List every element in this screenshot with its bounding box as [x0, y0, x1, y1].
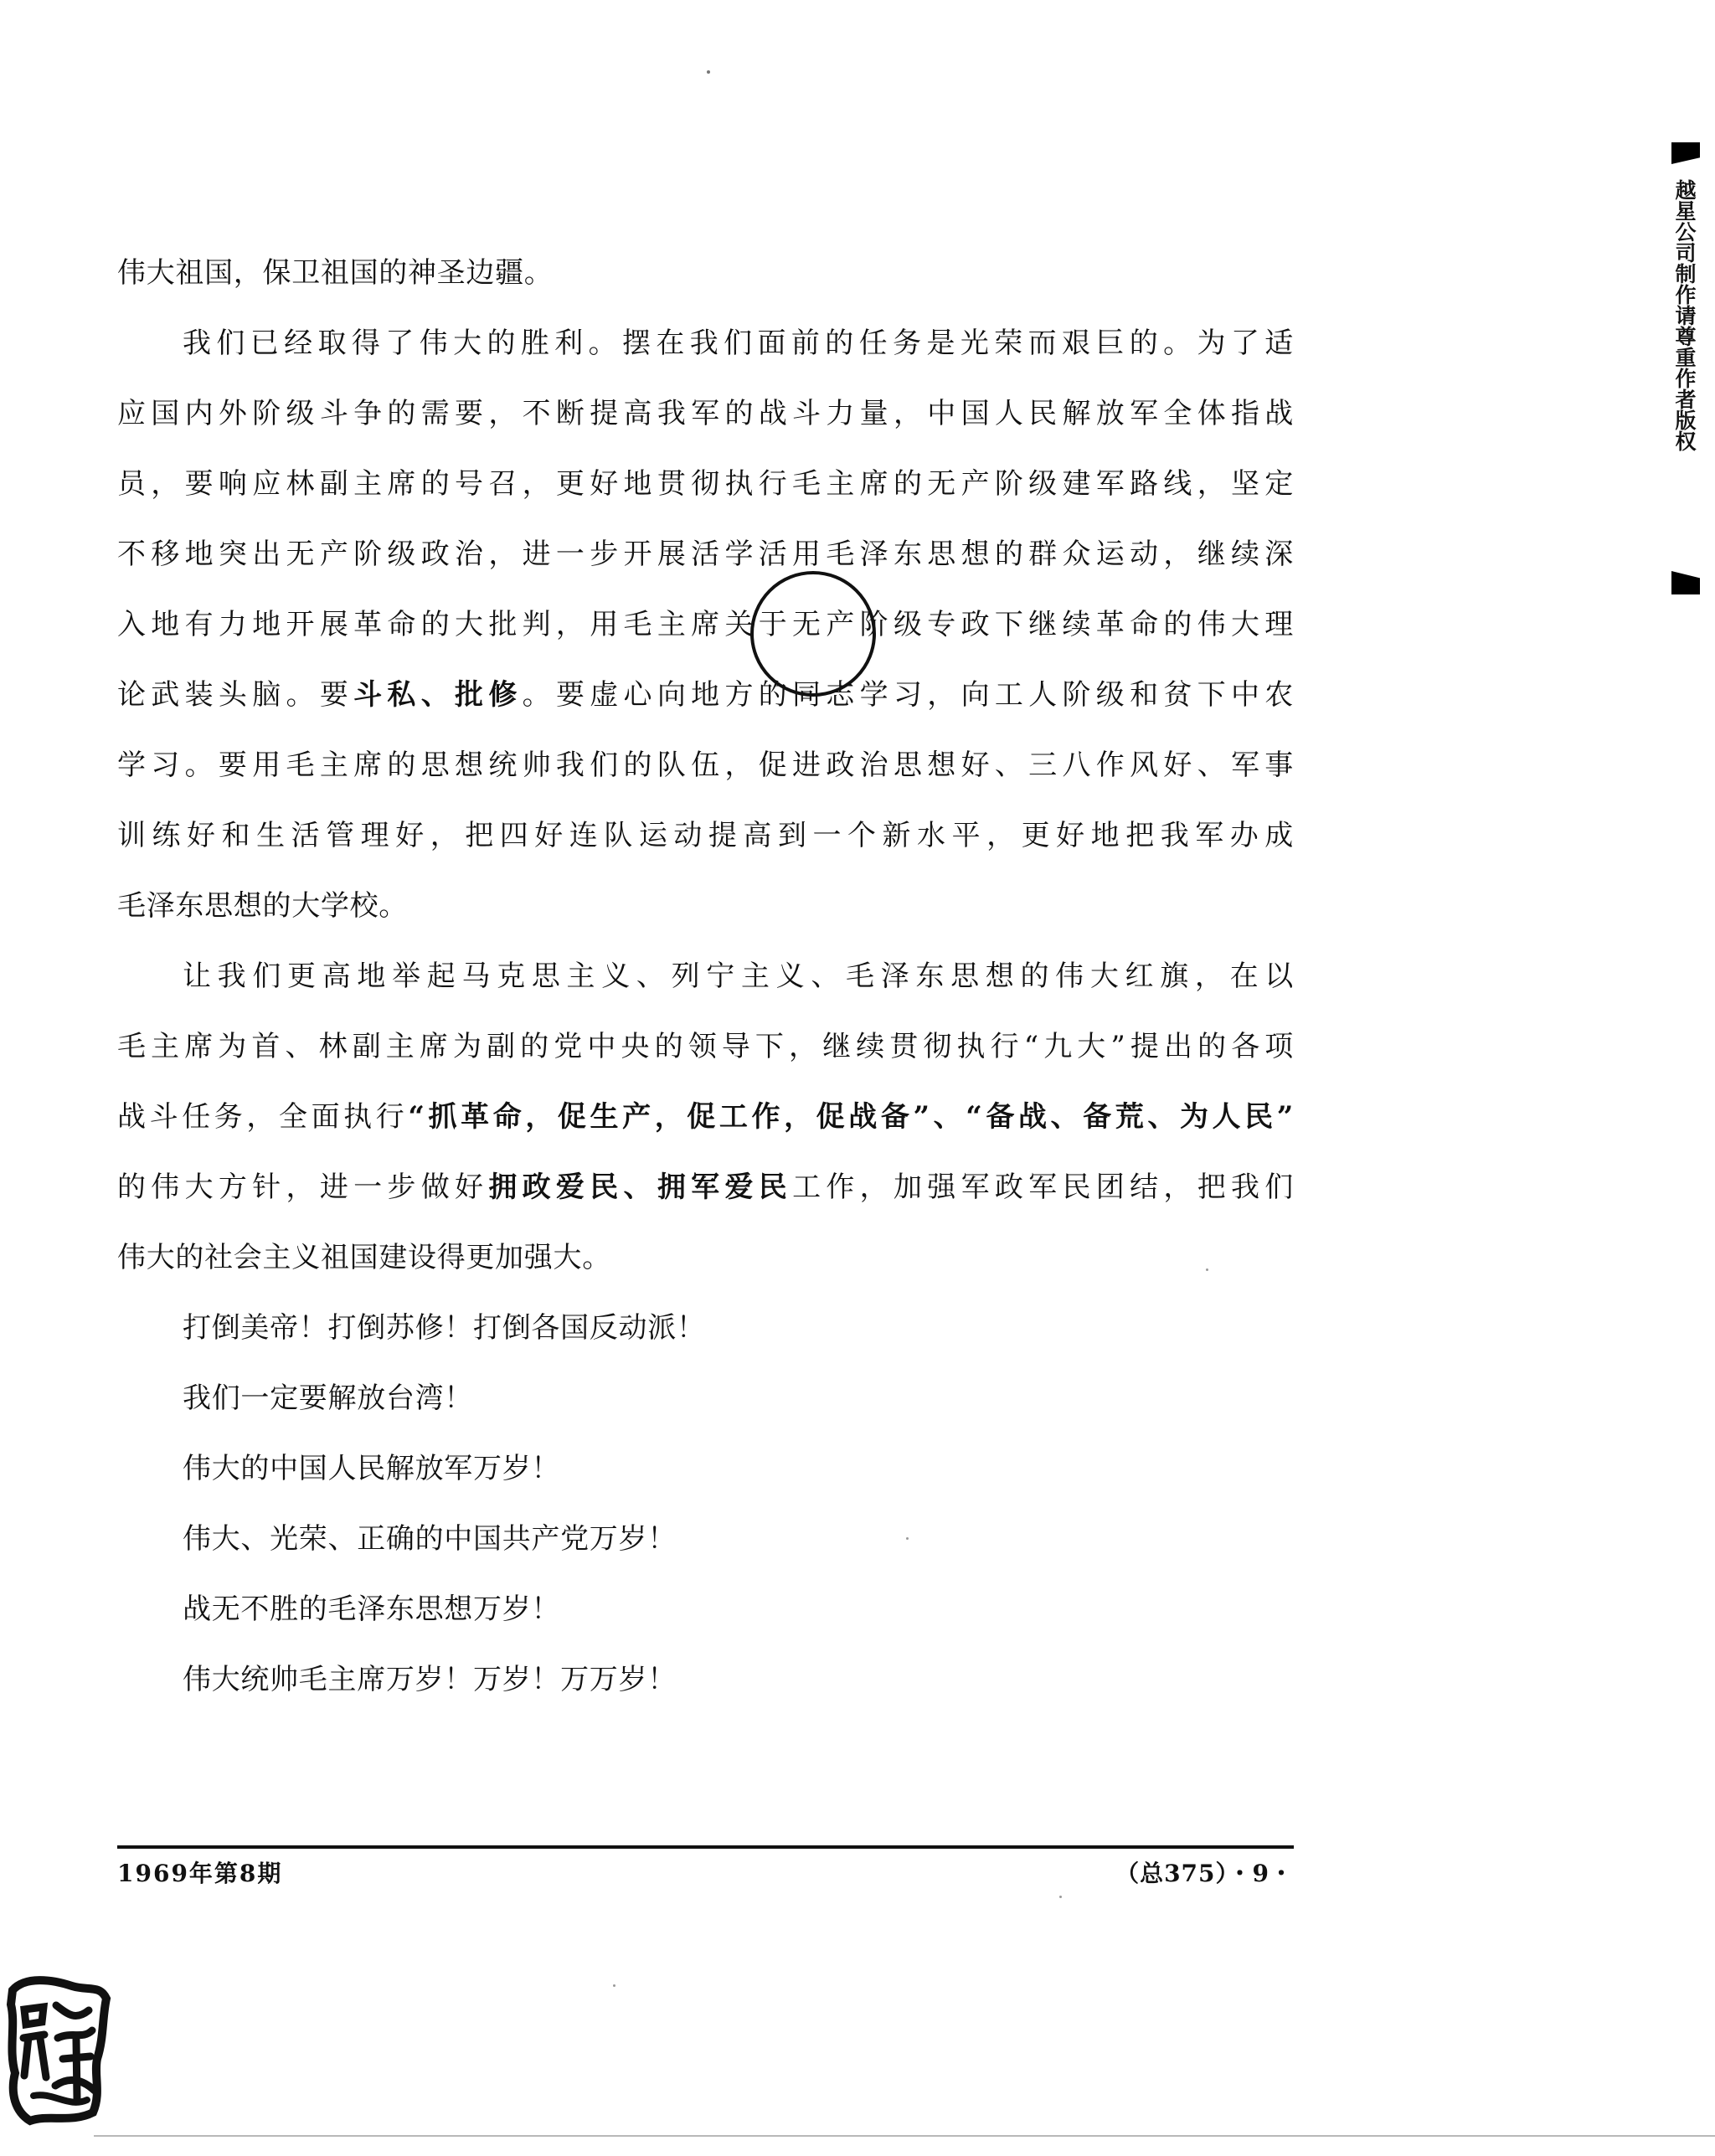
paragraph-line: 让我们更高地举起马克思主义、列宁主义、毛泽东思想的伟大红旗，在以	[183, 960, 1294, 993]
copyright-top-bar	[1671, 142, 1700, 164]
paragraph-line: 学习。要用毛主席的思想统帅我们的队伍，促进政治思想好、三八作风好、军事	[117, 749, 1294, 782]
scan-speck	[1059, 1896, 1062, 1898]
paragraph-line: 毛主席为首、林副主席为副的党中央的领导下，继续贯彻执行“九大”提出的各项	[117, 1030, 1294, 1063]
paragraph-line-with-emphasis	[117, 660, 1294, 730]
scan-speck	[906, 1537, 909, 1540]
paragraph-line-with-emphasis	[117, 1082, 1294, 1152]
paragraph-line: 我们已经取得了伟大的胜利。摆在我们面前的任务是光荣而艰巨的。为了适	[183, 327, 1294, 360]
paragraph-line: 伟大的社会主义祖国建设得更加强大。	[117, 1241, 611, 1274]
slogan-line: 伟大的中国人民解放军万岁！	[183, 1452, 561, 1485]
article-body	[117, 238, 1294, 1715]
paragraph-line: 入地有力地开展革命的大批判，用毛主席关于无产阶级专政下继续革命的伟大理	[117, 608, 1294, 641]
emphasized-text: “抓革命，促生产，促工作，促战备”、“备战、备荒、为人民”	[408, 1100, 1294, 1134]
paragraph-line: 应国内外阶级斗争的需要，不断提高我军的战斗力量，中国人民解放军全体指战	[117, 397, 1294, 430]
slogan-line: 伟大、光荣、正确的中国共产党万岁！	[183, 1522, 677, 1556]
page-number: （总375）・9・	[1115, 1860, 1294, 1887]
copyright-text: 越星公司制作请尊重作者版权	[1672, 179, 1697, 451]
paragraph-line-with-emphasis	[117, 1152, 1294, 1222]
vertical-copyright-strip	[1671, 142, 1700, 594]
paragraph-line: 训练好和生活管理好，把四好连队运动提高到一个新水平，更好地把我军办成	[117, 819, 1294, 852]
slogan-line: 打倒美帝！打倒苏修！打倒各国反动派！	[183, 1311, 706, 1345]
footer-divider	[117, 1845, 1294, 1849]
scan-speck	[1206, 1268, 1208, 1271]
scan-speck	[707, 70, 710, 74]
line-text: 战斗任务，全面执行	[117, 1100, 409, 1134]
issue-label: 1969年第8期	[117, 1860, 283, 1887]
emphasized-text: 斗私、批修	[353, 678, 523, 712]
paragraph-line: 毛泽东思想的大学校。	[117, 889, 408, 923]
slogan-line: 我们一定要解放台湾！	[183, 1382, 473, 1415]
emphasized-text: 拥政爱民、拥军爱民	[488, 1171, 793, 1204]
ink-circle-mark	[750, 571, 876, 697]
copyright-bottom-bar	[1671, 571, 1700, 594]
paragraph-line: 不移地突出无产阶级政治，进一步开展活学活用毛泽东思想的群众运动，继续深	[117, 538, 1294, 571]
paragraph-line: 员，要响应林副主席的号召，更好地贯彻执行毛主席的无产阶级建军路线，坚定	[117, 467, 1294, 501]
line-text: 工作，加强军政军民团结，把我们	[792, 1171, 1294, 1204]
slogan-line: 伟大统帅毛主席万岁！万岁！万万岁！	[183, 1663, 677, 1696]
page-bottom-line	[94, 2135, 1715, 2137]
paragraph-line: 伟大祖国，保卫祖国的神圣边疆。	[117, 256, 554, 290]
line-text: 。要虚心向地方的同志学习，向工人阶级和贫下中农	[522, 678, 1294, 712]
slogan-line: 战无不胜的毛泽东思想万岁！	[183, 1593, 561, 1626]
seal-stamp-icon	[0, 1969, 114, 2133]
scan-speck	[613, 1984, 615, 1987]
line-text: 的伟大方针，进一步做好	[117, 1171, 489, 1204]
line-text: 论武装头脑。要	[117, 678, 354, 712]
